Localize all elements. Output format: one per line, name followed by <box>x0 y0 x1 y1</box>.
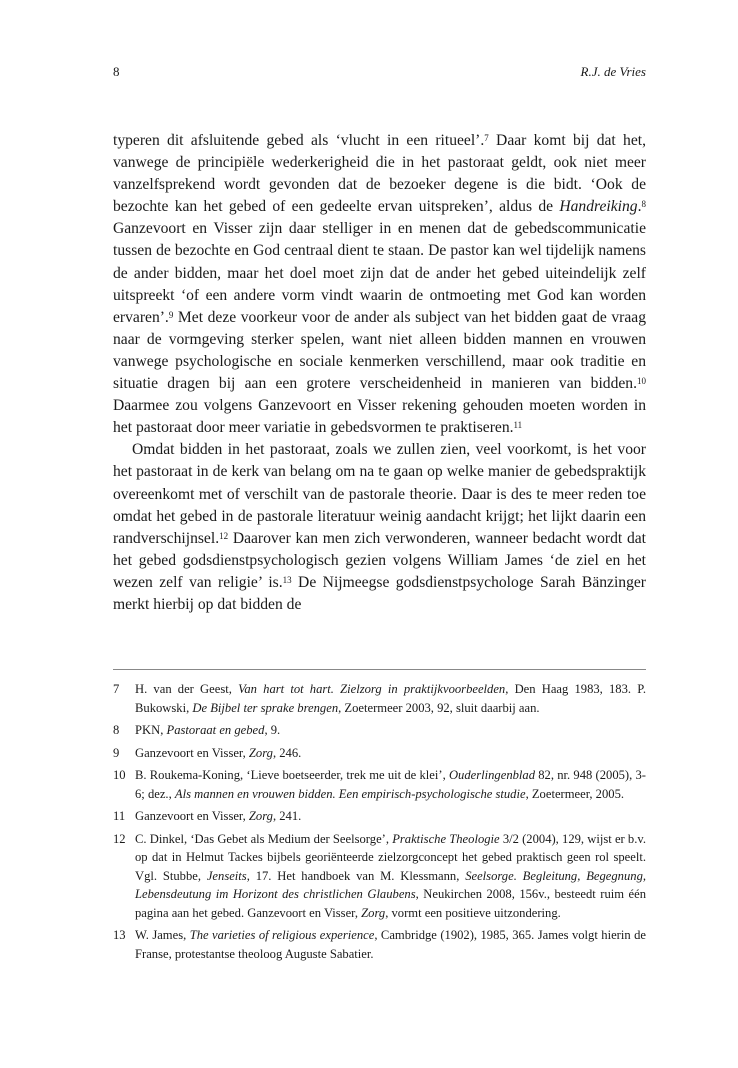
footnote-text: PKN, Pastoraat en gebed, 9. <box>135 723 281 737</box>
footnote-number: 12 <box>113 831 126 846</box>
footnote <box>113 680 646 717</box>
footnote-text: C. Dinkel, ‘Das Gebet als Medium der Seelsorge’, Praktische Theologie 3/2 (2004), 129, wijst er b.v. op dat in Helmut Tackes bijbels georiënteerde zielzorgconcept het gebed praktisch geen rol speelt. Vgl. Stubbe, Jenseits, 17. Het handboek van M. Klessmann, Seelsorge. Begleitung, Begegnung, Lebensdeutung im Horizont des christlichen Glaubens, Neukirchen 2008, 156v., besteedt ruim één pagina aan het gebed. Ganzevoort en Visser, Zorg, vormt een positieve uitzondering. <box>135 831 647 920</box>
footnote-number: 13 <box>113 928 126 942</box>
running-head: R.J. de Vries <box>580 64 646 79</box>
footnote-text: Ganzevoort en Visser, Zorg, 246. <box>135 745 302 760</box>
footnote-ref[interactable]: 8 <box>641 199 646 210</box>
footnote-rule <box>113 669 646 670</box>
footnotes <box>113 680 646 967</box>
footnote-text: W. James, The varieties of religious experience, Cambridge (1902), 1985, 365. James volgt hierin de Franse, protestantse theoloog Auguste Sabatier. <box>135 928 646 961</box>
footnote-ref[interactable]: 10 <box>637 376 646 387</box>
footnote-number: 10 <box>113 768 126 782</box>
footnote-text: B. Roukema-Koning, ‘Lieve boetseerder, trek me uit de klei’, Ouderlingenblad 82, nr. 948 (2005), 3-6; dez., Als mannen en vrouwen bidden. Een empirisch-psychologische studie, Zoetermeer, 2005. <box>135 768 646 801</box>
footnote <box>113 926 646 963</box>
footnote-number: 9 <box>113 745 120 760</box>
footnote-number: 7 <box>113 682 120 696</box>
footnote-text: Ganzevoort en Visser, Zorg, 241. <box>135 809 302 823</box>
footnote <box>113 807 646 826</box>
footnote <box>113 721 646 740</box>
footnote-ref[interactable]: 7 <box>484 133 489 143</box>
footnote-ref[interactable]: 12 <box>219 530 229 541</box>
footnote <box>113 744 646 763</box>
footnote <box>113 766 646 803</box>
paragraph: Omdat bidden in het pastoraat, zoals we zullen zien, veel voorkomt, is het voor het pastoraat in de kerk van belang om na te gaan op welke manier de gebedspraktijk overeenkomt met of verschilt van de pastorale theorie. Daar is des te meer reden toe omdat het gebed in de pastorale literatuur weinig aandacht krijgt; het lijkt daarin een randverschijnsel.$^{12}$ Daarover kan men zich verwonderen, wanneer bedacht wordt dat het gebed godsdienstpsychologisch gezien volgens William James ‘de ziel en het wezen zelf van religie’ is.$^{13}$ De Nijmeegse godsdienstpsychologe Sarah Bänzinger merkt hierbij op dat bidden de <box>113 441 646 613</box>
footnote <box>113 830 646 923</box>
paragraph: typeren dit afsluitende gebed als ‘vlucht in een ritueel’.$^7$ Daar komt bij dat het, vanwege de principiële wederkerigheid die in het pastoraat geldt, ook niet meer vanzelfsprekend wordt gevonden dat de bezoeker degene is die bidt. ‘Ook de bezochte kan het gebed of een gedeelte ervan uitspreken’, aldus de Handreiking.$^8$ Ganzevoort en Visser zijn daar stelliger in en menen dat de gebedscommunicatie tussen de bezochte en God centraal dient te staan. De pastor kan wel tijdelijk namens de ander bidden, maar het doel moet zijn dat de ander het gebed uiteindelijk zelf uitspreekt ‘of een andere vorm vindt waarin de ontmoeting met God kan worden ervaren’.$^9$ Met deze voorkeur voor de ander als subject van het bidden gaat de vraag naar de vormgeving sterker spelen, want niet alleen bidden mannen en vrouwen vanwege psychologische en sociale kenmerken verschillend, maar ook traditie en situatie dragen bij aan een grotere verscheidenheid in manieren van bidden.$^{10}$ Daarmee zou volgens Ganzevoort en Visser rekening gehouden moeten worden in het pastoraat door meer variatie in gebedsvormen te praktiseren.$^{11}$ <box>113 132 646 437</box>
footnote-number: 11 <box>113 809 126 823</box>
footnote-ref[interactable]: 11 <box>513 420 523 431</box>
body-text <box>113 130 646 616</box>
footnote-ref[interactable]: 9 <box>168 309 174 320</box>
page-number: 8 <box>113 64 120 79</box>
footnote-number: 8 <box>113 723 120 737</box>
footnote-ref[interactable]: 13 <box>282 574 292 585</box>
footnote-text: H. van der Geest, Van hart tot hart. Zielzorg in praktijkvoorbeelden, Den Haag 1983, 183. P. Bukowski, De Bijbel ter sprake brengen, Zoetermeer 2003, 92, sluit daarbij aan. <box>135 682 646 715</box>
